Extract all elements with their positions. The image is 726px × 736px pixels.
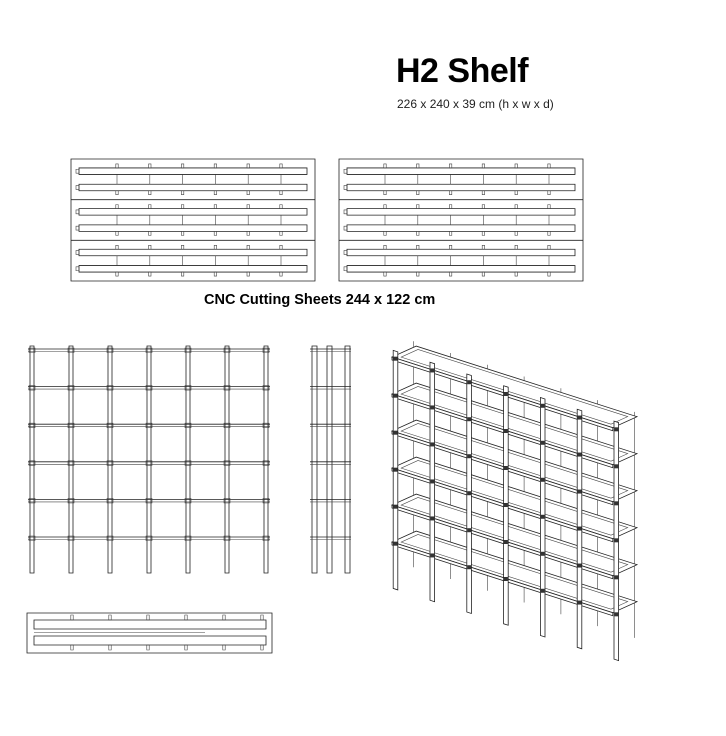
notch xyxy=(116,164,118,168)
notch xyxy=(247,164,249,168)
cut-bar xyxy=(79,209,307,216)
notch xyxy=(449,205,451,209)
iso-joint-node xyxy=(467,417,471,421)
iso-joint-node xyxy=(541,515,545,519)
notch xyxy=(384,164,386,168)
end-tab xyxy=(76,210,79,214)
iso-joint-node xyxy=(541,404,545,408)
end-tab xyxy=(344,251,347,255)
notch xyxy=(384,231,386,235)
upright xyxy=(345,346,350,573)
notch xyxy=(214,231,216,235)
notch xyxy=(417,245,419,249)
iso-joint-node xyxy=(541,478,545,482)
notch xyxy=(181,272,183,276)
cut-bar xyxy=(79,168,307,175)
cut-bar xyxy=(347,184,575,191)
upright xyxy=(147,346,151,573)
sheet-outline xyxy=(339,159,583,281)
isometric-view xyxy=(392,341,637,660)
notch xyxy=(181,205,183,209)
end-tab xyxy=(76,267,79,271)
cut-bar xyxy=(79,225,307,232)
notch xyxy=(116,231,118,235)
notch xyxy=(548,231,550,235)
notch xyxy=(280,191,282,195)
dimensions-text: 226 x 240 x 39 cm (h x w x d) xyxy=(397,97,554,111)
notch xyxy=(417,164,419,168)
end-tab xyxy=(76,169,79,173)
notch xyxy=(515,245,517,249)
iso-joint-node xyxy=(430,479,434,483)
notch xyxy=(515,164,517,168)
end-tab xyxy=(76,251,79,255)
iso-joint-node xyxy=(578,601,582,605)
notch xyxy=(214,191,216,195)
detail-notch xyxy=(223,645,225,650)
iso-joint-node xyxy=(504,392,508,396)
iso-joint-node xyxy=(541,441,545,445)
notch xyxy=(280,272,282,276)
notch xyxy=(449,245,451,249)
iso-joint-node xyxy=(394,468,398,472)
notch xyxy=(280,205,282,209)
notch xyxy=(548,245,550,249)
iso-joint-node xyxy=(394,505,398,509)
detail-notch xyxy=(261,615,263,620)
notch xyxy=(149,231,151,235)
notch xyxy=(548,272,550,276)
iso-joint-node xyxy=(541,552,545,556)
iso-joint-node xyxy=(504,429,508,433)
notch xyxy=(149,272,151,276)
notch xyxy=(515,205,517,209)
detail-notch xyxy=(185,645,187,650)
sheet-outline xyxy=(71,159,315,281)
iso-joint-node xyxy=(578,453,582,457)
notch xyxy=(417,205,419,209)
end-tab xyxy=(344,169,347,173)
cut-bar xyxy=(347,266,575,273)
notch xyxy=(482,205,484,209)
notch xyxy=(116,191,118,195)
iso-joint-node xyxy=(394,394,398,398)
notch xyxy=(181,164,183,168)
end-tab xyxy=(76,226,79,230)
iso-joint-node xyxy=(541,589,545,593)
iso-joint-node xyxy=(467,528,471,532)
notch xyxy=(149,191,151,195)
detail-notch xyxy=(109,645,111,650)
notch xyxy=(181,245,183,249)
shelf-detail-view xyxy=(27,613,272,653)
cut-bar xyxy=(79,184,307,191)
cutting-sheet-right xyxy=(339,159,583,281)
cutting-sheets-caption: CNC Cutting Sheets 244 x 122 cm xyxy=(204,292,436,308)
cut-bar xyxy=(347,168,575,175)
page-title: H2 Shelf xyxy=(396,52,529,90)
iso-joint-node xyxy=(614,427,618,431)
notch xyxy=(181,231,183,235)
notch xyxy=(247,231,249,235)
notch xyxy=(214,245,216,249)
notch xyxy=(116,205,118,209)
iso-joint-node xyxy=(430,405,434,409)
notch xyxy=(280,164,282,168)
notch xyxy=(149,164,151,168)
iso-joint-node xyxy=(467,491,471,495)
upright xyxy=(69,346,73,573)
iso-joint-node xyxy=(578,564,582,568)
iso-joint-node xyxy=(578,527,582,531)
iso-joint-node xyxy=(467,565,471,569)
side-view xyxy=(310,346,351,573)
detail-bar xyxy=(34,636,266,645)
notch xyxy=(214,205,216,209)
notch xyxy=(482,272,484,276)
iso-joint-node xyxy=(504,503,508,507)
notch xyxy=(116,272,118,276)
cut-bar xyxy=(347,249,575,256)
notch xyxy=(149,245,151,249)
iso-joint-node xyxy=(578,416,582,420)
upright xyxy=(312,346,317,573)
notch xyxy=(116,245,118,249)
detail-notch xyxy=(223,615,225,620)
cut-bar xyxy=(79,249,307,256)
upright xyxy=(225,346,229,573)
iso-joint-node xyxy=(504,540,508,544)
iso-joint-node xyxy=(394,357,398,361)
cut-bar xyxy=(347,225,575,232)
notch xyxy=(417,231,419,235)
upright xyxy=(108,346,112,573)
cut-bar xyxy=(79,266,307,273)
notch xyxy=(280,231,282,235)
iso-joint-node xyxy=(614,538,618,542)
end-tab xyxy=(344,226,347,230)
notch xyxy=(482,164,484,168)
front-view xyxy=(28,346,270,573)
notch xyxy=(247,191,249,195)
notch xyxy=(515,272,517,276)
iso-joint-node xyxy=(467,380,471,384)
detail-notch xyxy=(147,645,149,650)
detail-bar xyxy=(34,620,266,629)
notch xyxy=(548,205,550,209)
notch xyxy=(214,272,216,276)
notch xyxy=(515,231,517,235)
iso-joint-node xyxy=(504,577,508,581)
detail-notch xyxy=(109,615,111,620)
notch xyxy=(548,164,550,168)
upright xyxy=(264,346,268,573)
detail-notch xyxy=(71,645,73,650)
cut-bar xyxy=(347,209,575,216)
notch xyxy=(449,164,451,168)
iso-joint-node xyxy=(430,516,434,520)
notch xyxy=(181,191,183,195)
notch xyxy=(417,272,419,276)
iso-joint-node xyxy=(614,464,618,468)
notch xyxy=(247,205,249,209)
iso-joint-node xyxy=(394,431,398,435)
iso-joint-node xyxy=(614,612,618,616)
iso-joint-node xyxy=(614,501,618,505)
notch xyxy=(149,205,151,209)
iso-joint-node xyxy=(504,466,508,470)
notch xyxy=(417,191,419,195)
end-tab xyxy=(344,267,347,271)
iso-joint-node xyxy=(394,542,398,546)
notch xyxy=(449,191,451,195)
notch xyxy=(449,272,451,276)
notch xyxy=(280,245,282,249)
notch xyxy=(247,272,249,276)
end-tab xyxy=(344,210,347,214)
iso-joint-node xyxy=(467,454,471,458)
iso-joint-node xyxy=(578,490,582,494)
notch xyxy=(384,245,386,249)
notch xyxy=(482,191,484,195)
upright xyxy=(186,346,190,573)
notch xyxy=(482,231,484,235)
notch xyxy=(384,191,386,195)
notch xyxy=(449,231,451,235)
notch xyxy=(214,164,216,168)
cutting-sheet-left xyxy=(71,159,315,281)
notch xyxy=(384,272,386,276)
upright xyxy=(30,346,34,573)
upright xyxy=(327,346,332,573)
iso-joint-node xyxy=(614,575,618,579)
detail-notch xyxy=(185,615,187,620)
detail-notch xyxy=(147,615,149,620)
end-tab xyxy=(344,186,347,190)
detail-notch xyxy=(261,645,263,650)
end-tab xyxy=(76,186,79,190)
detail-notch xyxy=(71,615,73,620)
notch xyxy=(548,191,550,195)
iso-joint-node xyxy=(430,368,434,372)
notch xyxy=(247,245,249,249)
iso-joint-node xyxy=(430,553,434,557)
notch xyxy=(482,245,484,249)
notch xyxy=(384,205,386,209)
notch xyxy=(515,191,517,195)
iso-joint-node xyxy=(430,442,434,446)
